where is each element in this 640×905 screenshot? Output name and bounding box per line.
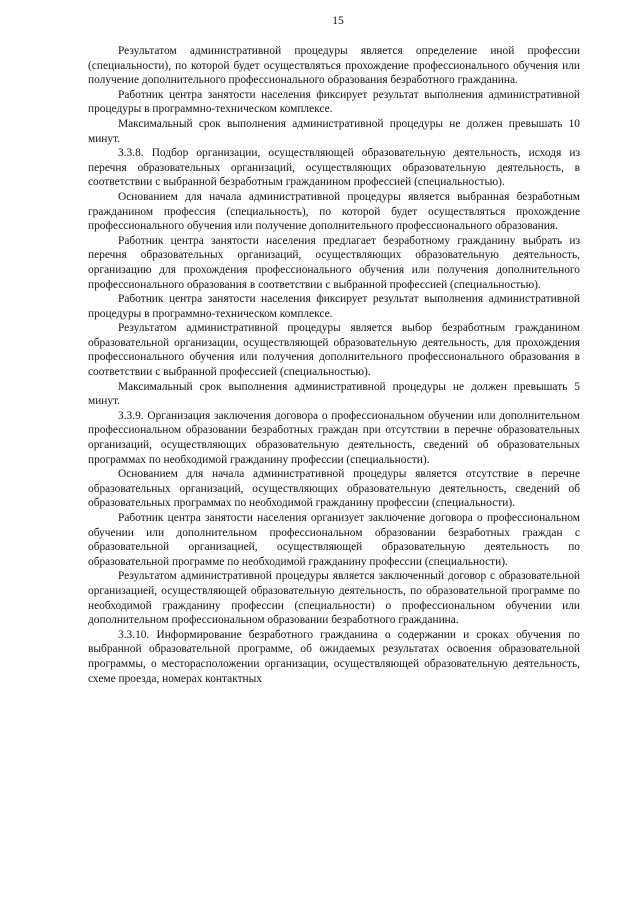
paragraph: Основанием для начала административной процедуры является выбранная безработным гражданином профессия (специальность), по которой будет осуществляться прохождение профессионального обучения или получение дополнительного профессионального образования. [88,190,580,233]
paragraph: Работник центра занятости населения фиксирует результат выполнения административной процедуры в программно-техническом комплексе. [88,88,580,116]
paragraph: Результатом административной процедуры является заключенный договор с образовательной организацией, осуществляющей образовательную деятельность, по образовательной программе по необходимой гражданину профессии (специальности) о профессиональном обучении или дополнительном профессиональном образовании безработного гражданина. [88,570,580,627]
paragraph: Основанием для начала административной процедуры является отсутствие в перечне образовательных организаций, осуществляющих образовательную деятельность, сведений об образовательных программах по необходимой гражданину профессии (специальности). [88,468,580,510]
paragraph: 3.3.9. Организация заключения договора о профессиональном обучении или дополнительном профессиональном образовании безработных граждан при отсутствии в перечне образовательных организаций, осуществляющих образовательную деятельность, сведений об образовательных программах по необходимой гражданину профессии (специальности). [88,409,580,466]
paragraph: Результатом административной процедуры является определение иной профессии (специальности), по которой будет осуществляться прохождение профессионального обучения или получение дополнительного профессионального образования безработного гражданина. [88,45,580,87]
paragraph: Результатом административной процедуры является выбор безработным гражданином образовательной организации, осуществляющей образовательную деятельность, для прохождения профессионального обучения или получения дополнительного профессионального образования в соответствии с выбранной профессией (специальностью). [88,322,580,379]
paragraph: 3.3.8. Подбор организации, осуществляющей образовательную деятельность, исходя из перечня образовательных организаций, осуществляющих образовательную деятельность, в соответствии с выбранной безработным гражданином профессией (специальностью). [88,147,580,189]
paragraph: Работник центра занятости населения предлагает безработному гражданину выбрать из перечня образовательных организаций, осуществляющих образовательную деятельность, организацию для прохождения профессионального обучения или получения дополнительного профессионального образования в соответствии с выбранной профессией (специальностью). [88,234,580,291]
paragraph: 3.3.10. Информирование безработного гражданина о содержании и сроках обучения по выбранной образовательной программе, об ожидаемых результатах освоения образовательной программы, о месторасположении организации, осуществляющей образовательную деятельность, схеме проезда, номерах контактных [88,628,580,685]
paragraph: Максимальный срок выполнения административной процедуры не должен превышать 10 минут. [88,117,580,145]
document-body [88,44,580,686]
page-number: 15 [332,15,344,27]
paragraph: Максимальный срок выполнения административной процедуры не должен превышать 5 минут. [88,380,580,408]
paragraph: Работник центра занятости населения фиксирует результат выполнения административной процедуры в программно-техническом комплексе. [88,293,580,320]
paragraph: Работник центра занятости населения организует заключение договора о профессиональном обучении или дополнительном профессиональном образовании безработных граждан с образовательной организацией, осуществляющей образовательную деятельность по образовательной программе по необходимой гражданину профессии (специальности). [88,512,580,568]
